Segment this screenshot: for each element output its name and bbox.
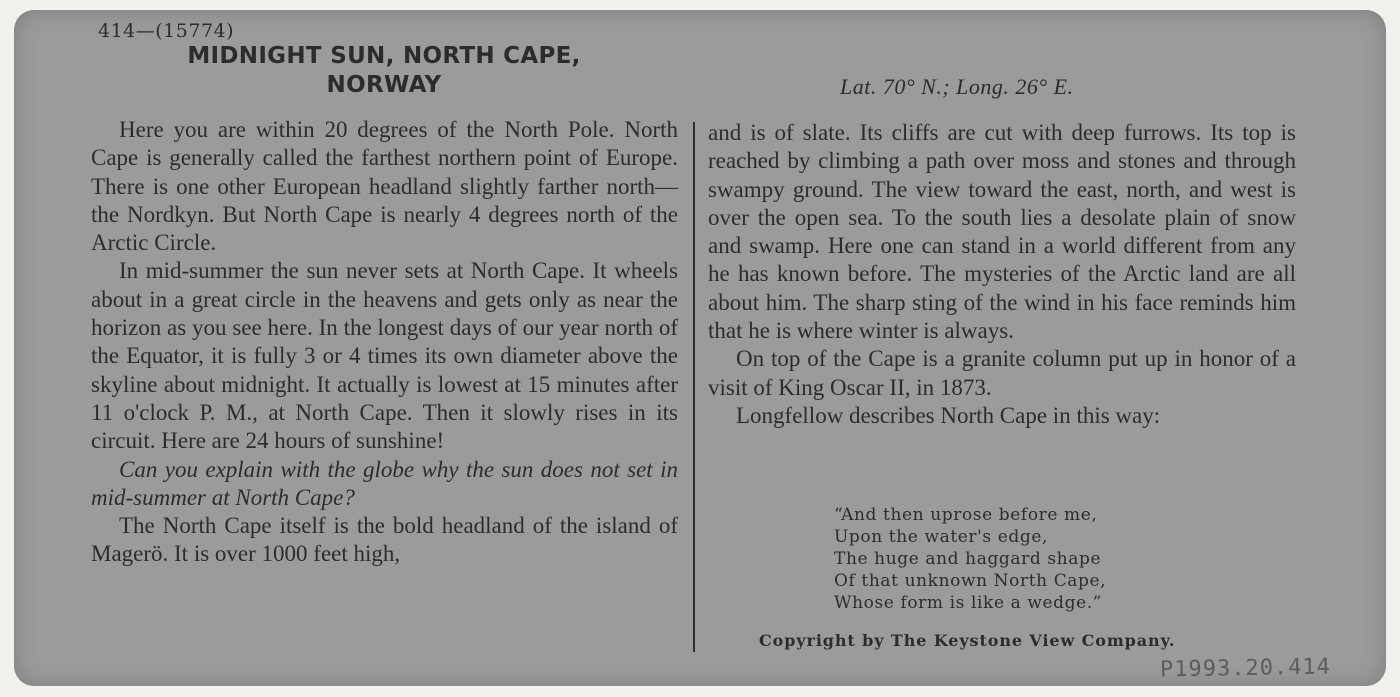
card-title-line-1: MIDNIGHT SUN, NORTH CAPE, (187, 43, 581, 69)
poem-line: The huge and haggard shape (834, 549, 1102, 569)
poem-line: Upon the water's edge, (834, 527, 1049, 547)
paragraph-question: Can you explain with the globe why the sun does not set in mid-summer at North Cape? (91, 456, 678, 510)
longfellow-poem (834, 504, 1106, 614)
left-column (91, 116, 678, 569)
card-title (134, 42, 634, 100)
poem-line: “And then uprose before me, (834, 505, 1098, 525)
paragraph-midsummer: In mid-summer the sun never sets at North Cape. It wheels about in a great circle in the heavens and gets only as near the horizon as you see here. In the longest days of our year north of the Equator, it is fully 3 or 4 times its own diameter above the skyline about midnight. It actually is lowest at 15 minutes after 11 o'clock P. M., at North Cape. Then it slowly rises in its circuit. Here are 24 hours of sunshine! (91, 258, 678, 454)
poem-line: Whose form is like a wedge.” (834, 593, 1103, 613)
accession-number-handwritten: P1993.20.414 (1159, 654, 1332, 683)
coordinates: Lat. 70° N.; Long. 26° E. (840, 74, 1074, 99)
paragraph-intro: Here you are within 20 degrees of the North Pole. North Cape is generally called the farthest northern point of Europe. There is one other European headland slightly farther north—the Nordkyn. But North Cape is nearly 4 degrees north of the Arctic Circle. (91, 117, 678, 256)
column-divider (693, 122, 695, 652)
stereograph-card-back (14, 10, 1386, 686)
right-column (708, 119, 1296, 430)
paragraph-headland: The North Cape itself is the bold headland of the island of Magerö. It is over 1000 feet high, (91, 513, 678, 567)
paragraph-granite-column: On top of the Cape is a granite column put up in honor of a visit of King Oscar II, in 1873. (708, 346, 1296, 400)
catalog-number: 414—(15774) (98, 20, 235, 42)
paragraph-headland-continued: and is of slate. Its cliffs are cut with deep furrows. Its top is reached by climbing a path over moss and stones and through swampy ground. The view toward the east, north, and west is over the open sea. To the south lies a desolate plain of snow and swamp. Here one can stand in a world different from any he has known before. The mysteries of the Arctic land are all about him. The sharp sting of the wind in his face reminds him that he is where winter is always. (708, 120, 1296, 344)
copyright-notice: Copyright by The Keystone View Company. (759, 631, 1176, 650)
paragraph-longfellow: Longfellow describes North Cape in this way: (736, 402, 1161, 428)
poem-line: Of that unknown North Cape, (834, 571, 1107, 591)
card-title-line-2: NORWAY (326, 72, 442, 98)
